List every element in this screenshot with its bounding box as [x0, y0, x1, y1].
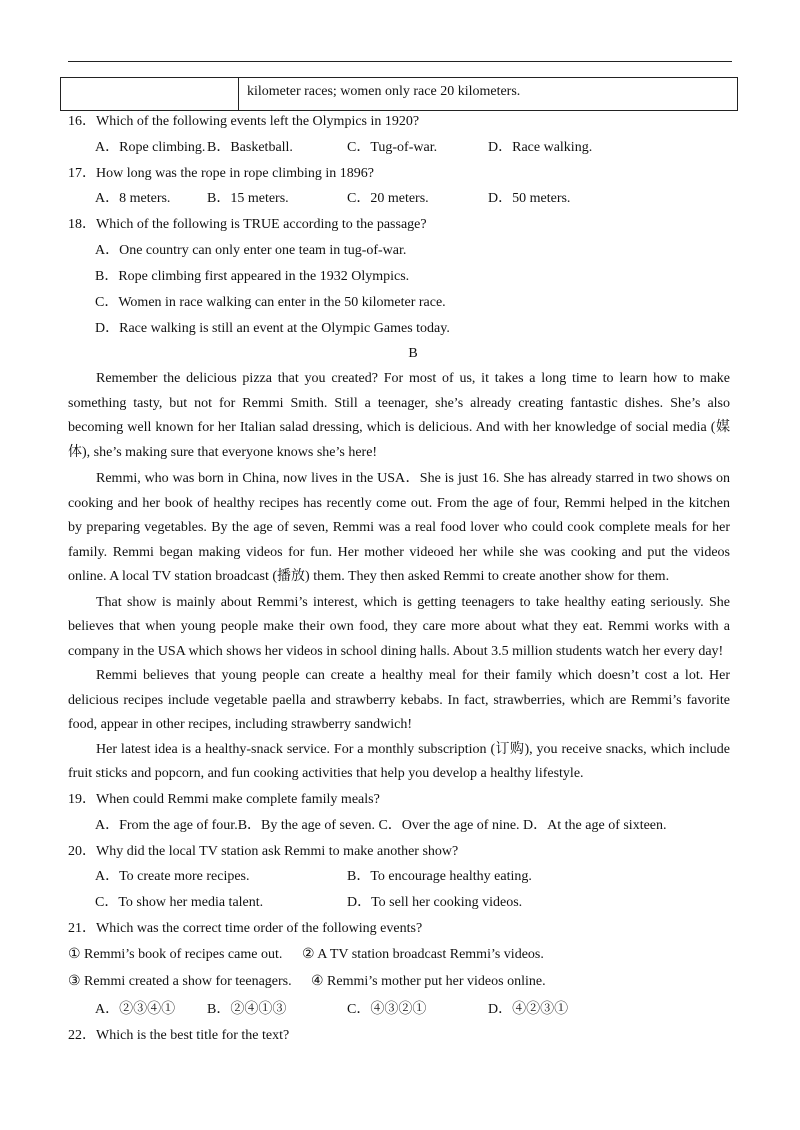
passage-line: by preparing vegetables. By the age of seven, Remmi was a real food lover who could cook complete meals for her — [68, 520, 730, 535]
question-16-option-d: D．Race walking. — [488, 140, 593, 155]
passage-line: Remember the delicious pizza that you created? For most of us, it takes a long time to learn how to make — [96, 371, 730, 386]
question-16-option-c: C．Tug-of-war. — [347, 140, 438, 155]
question-21-event-3: ③ Remmi created a show for teenagers. — [68, 974, 292, 989]
question-18-stem: 18．Which of the following is TRUE according to the passage? — [68, 217, 427, 232]
passage-line: Remmi, who was born in China, now lives in the USA．She is just 16. She has already starred in two shows on — [96, 471, 730, 486]
passage-line: family. Remmi began making videos for fun. Her mother videoed her while she was cooking and put the videos — [68, 545, 730, 560]
question-16-option-a: A．Rope climbing. — [95, 140, 206, 155]
question-21-event-4: ④ Remmi’s mother put her videos online. — [311, 974, 546, 989]
question-22-stem: 22．Which is the best title for the text? — [68, 1028, 290, 1043]
question-16-option-b: B．Basketball. — [207, 140, 293, 155]
question-20-stem: 20．Why did the local TV station ask Remmi to make another show? — [68, 844, 459, 859]
passage-line: believes that when young people make their own food, they care more about what they eat. Remmi works with a — [68, 619, 730, 634]
table-cell: kilometer races; women only race 20 kilometers. — [247, 84, 521, 99]
question-21-stem: 21．Which was the correct time order of the following events? — [68, 921, 423, 936]
passage-line: delicious recipes include vegetable paella and strawberry kebabs. In fact, strawberries, which are Remmi’s favorite — [68, 693, 730, 708]
passage-line: Her latest idea is a healthy-snack service. For a monthly subscription (订购), you receive snacks, which include — [96, 742, 730, 757]
question-21-event-2: ② A TV station broadcast Remmi’s videos. — [302, 947, 544, 962]
question-21-option-c: C．④③②① — [347, 1002, 427, 1017]
passage-line: company in the USA which shows her videos in school dining halls. About 3.5 million students watch her every day! — [68, 644, 724, 659]
table-column-divider — [238, 78, 239, 110]
question-16-stem: 16．Which of the following events left the Olympics in 1920? — [68, 114, 420, 129]
section-heading: B — [408, 346, 418, 361]
passage-line: something tasty, but not for Remmi Smith. Still a teenager, she’s already creating fantastic dishes. She’s also — [68, 396, 730, 411]
question-20-option-b: B．To encourage healthy eating. — [347, 869, 532, 884]
question-21-option-b: B．②④①③ — [207, 1002, 287, 1017]
passage-line: Remmi believes that young people can create a healthy meal for their family which doesn’t cost a lot. Her — [96, 668, 730, 683]
passage-line: becoming well known for her Italian salad dressing, which is delicious. And with her knowledge of social media (媒 — [68, 420, 730, 435]
question-20-option-a: A．To create more recipes. — [95, 869, 250, 884]
question-17-option-a: A．8 meters. — [95, 191, 171, 206]
question-21-option-d: D．④②③① — [488, 1002, 569, 1017]
question-18-option-b: B．Rope climbing first appeared in the 1932 Olympics. — [95, 269, 410, 284]
question-20-option-d: D．To sell her cooking videos. — [347, 895, 523, 910]
question-18-option-d: D．Race walking is still an event at the Olympic Games today. — [95, 321, 450, 336]
question-18-option-a: A．One country can only enter one team in tug-of-war. — [95, 243, 407, 258]
question-19-stem: 19．When could Remmi make complete family meals? — [68, 792, 380, 807]
passage-line: online. A local TV station broadcast (播放) them. They then asked Remmi to create another show for them. — [68, 569, 670, 584]
question-17-option-b: B．15 meters. — [207, 191, 289, 206]
question-18-option-c: C．Women in race walking can enter in the 50 kilometer race. — [95, 295, 446, 310]
question-17-option-d: D．50 meters. — [488, 191, 571, 206]
table-row — [60, 77, 738, 111]
question-20-option-c: C．To show her media talent. — [95, 895, 264, 910]
question-21-option-a: A．②③④① — [95, 1002, 176, 1017]
question-17-option-c: C．20 meters. — [347, 191, 429, 206]
page-header-rule — [68, 61, 732, 62]
passage-line: That show is mainly about Remmi’s interest, which is getting teenagers to take healthy eating seriously. She — [96, 595, 730, 610]
passage-line: food, appear in other recipes, including strawberry sandwich! — [68, 717, 413, 732]
passage-line: 体), she’s making sure that everyone knows she’s here! — [68, 445, 378, 460]
passage-line: fruit sticks and popcorn, and fun cooking activities that help you develop a healthy lifestyle. — [68, 766, 584, 781]
question-21-event-1: ① Remmi’s book of recipes came out. — [68, 947, 283, 962]
passage-line: cooking and her book of healthy recipes has recently come out. From the age of four, Remmi helped in the kitchen — [68, 496, 730, 511]
question-19-options: A．From the age of four.B．By the age of seven. C．Over the age of nine. D．At the age of sixteen. — [95, 818, 667, 833]
question-17-stem: 17．How long was the rope in rope climbing in 1896? — [68, 166, 375, 181]
